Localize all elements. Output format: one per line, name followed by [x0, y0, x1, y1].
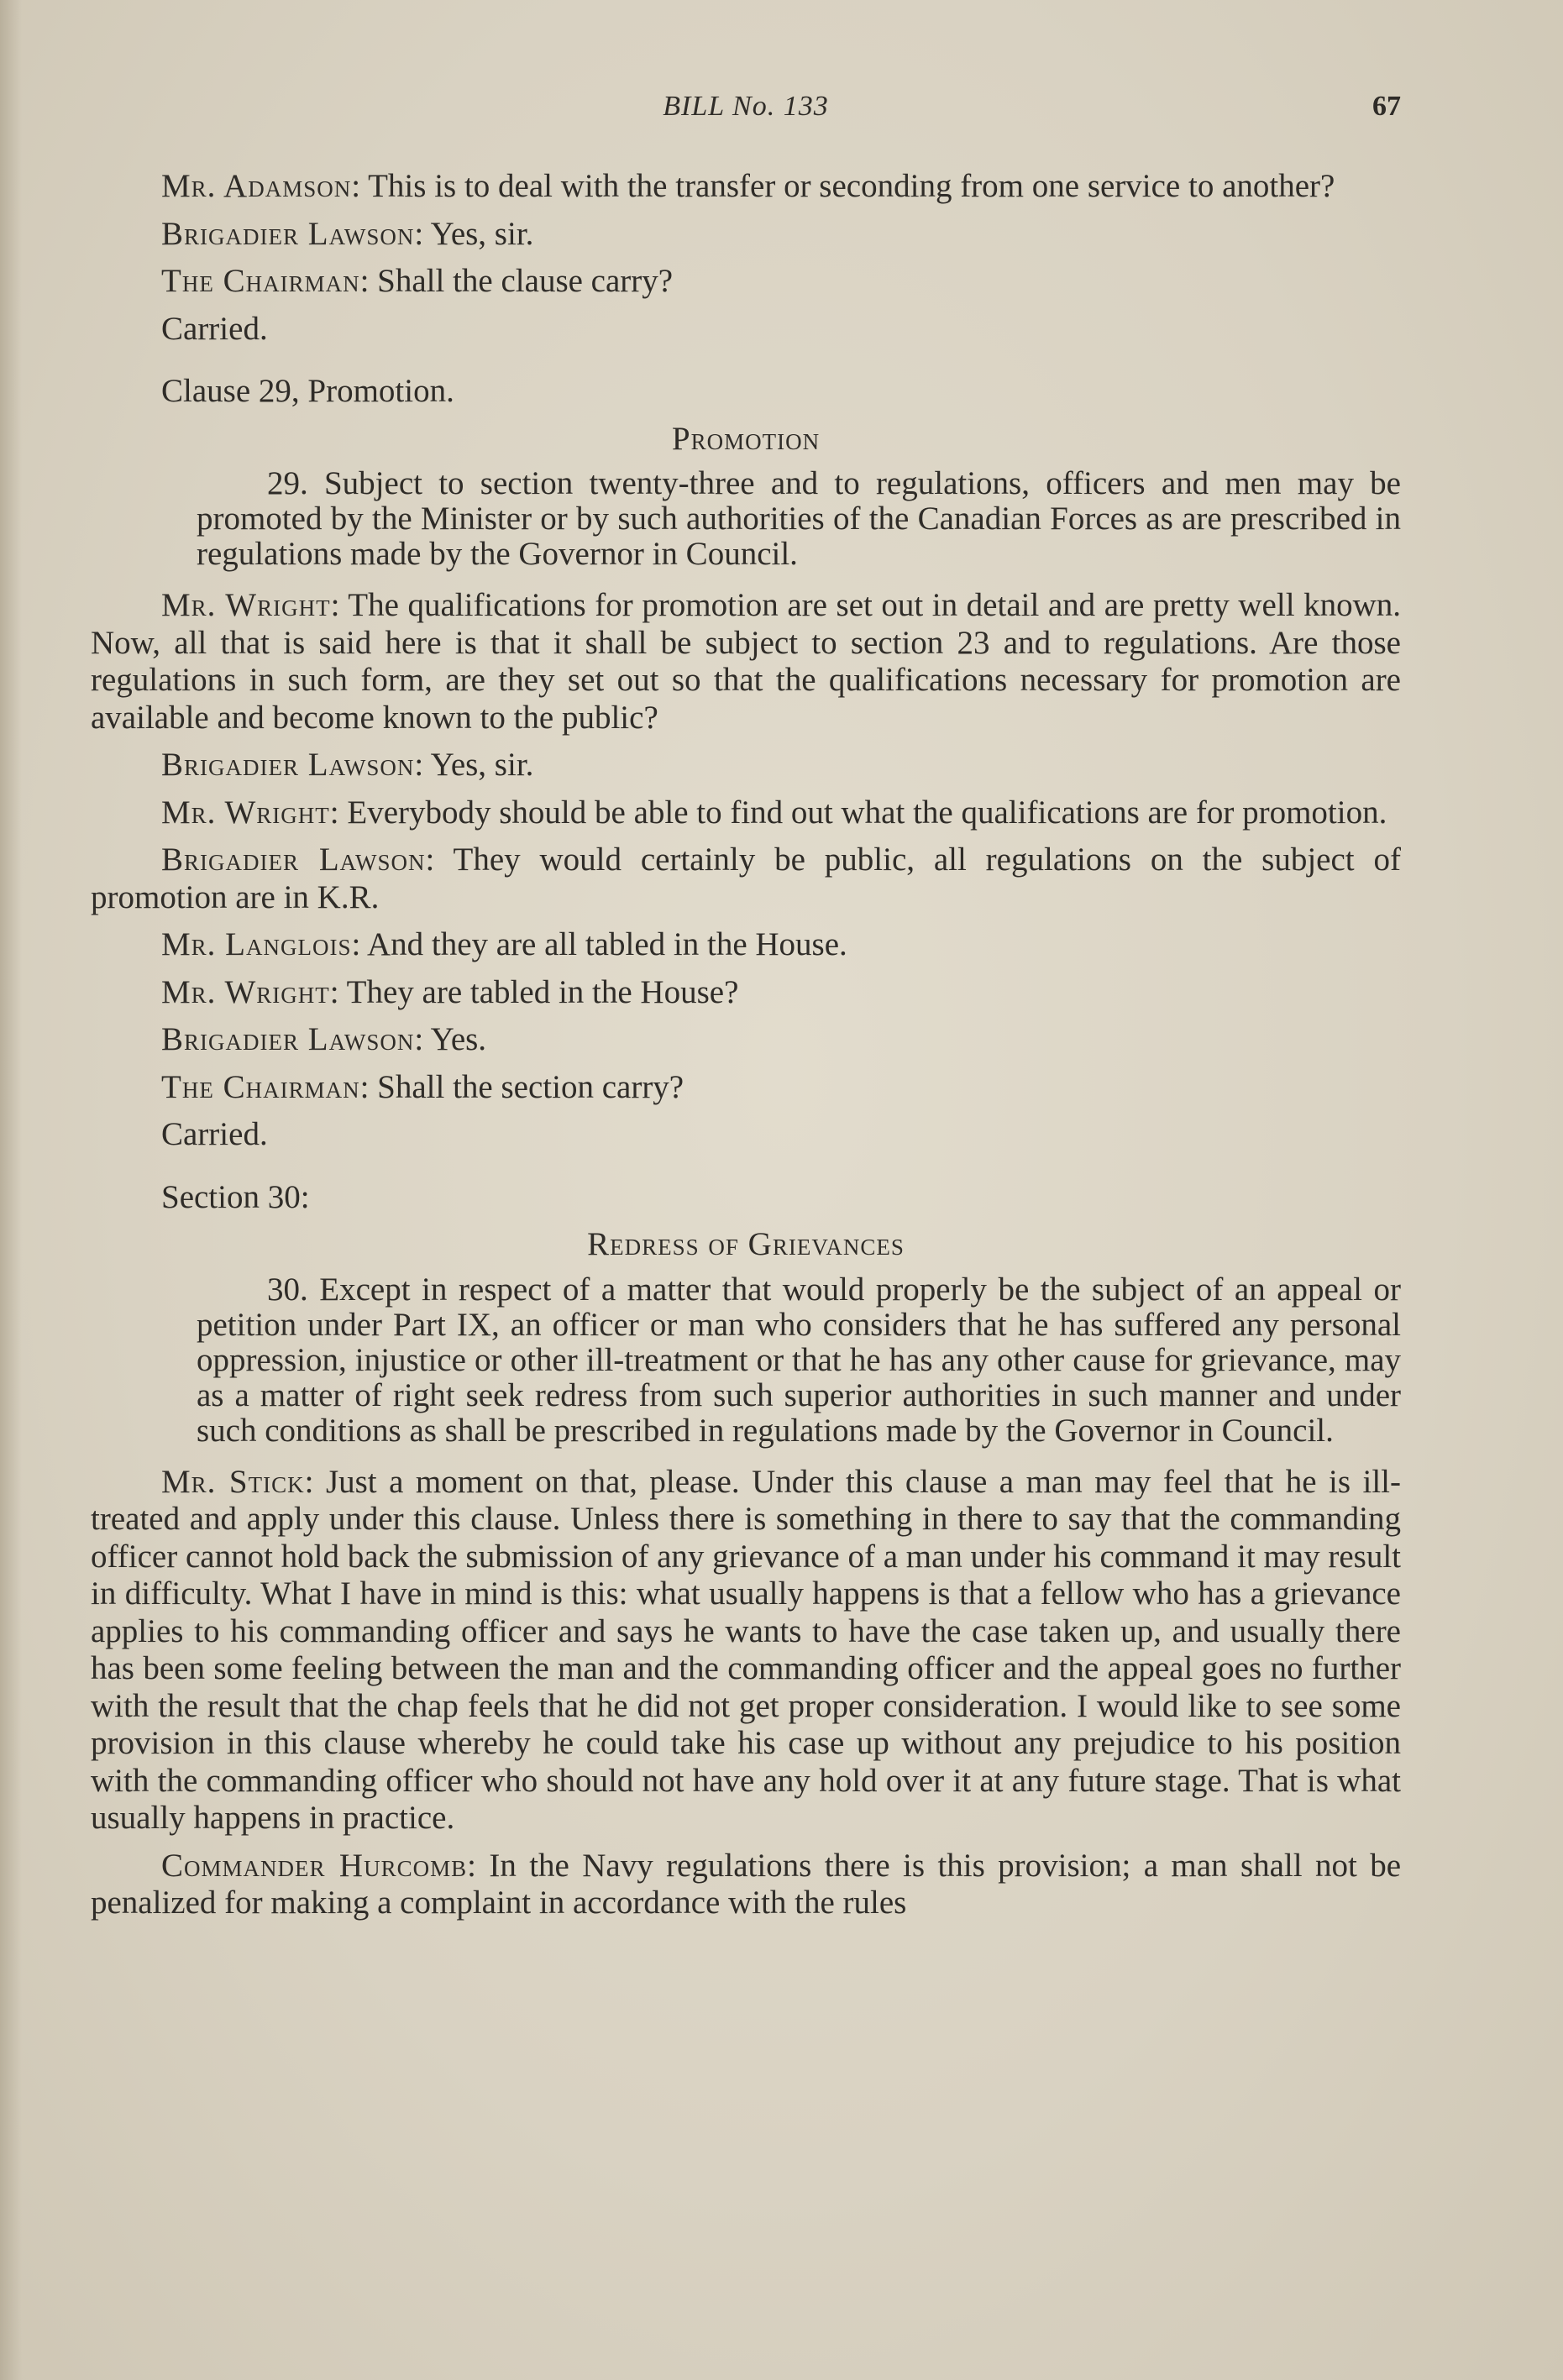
paragraph-text: Yes, sir.: [430, 215, 534, 252]
speaker-name: Mr. Wright: [161, 794, 330, 831]
speaker-name: Mr. Wright: [161, 587, 331, 623]
paragraph-text: This is to deal with the transfer or seconding from one service to another?: [368, 168, 1335, 204]
paragraph-text: Yes.: [430, 1021, 487, 1057]
paragraph-text: The qualifications for promotion are set out in detail and are pretty well known. Now, all that is said here is that it shall be subject to section 23 and to regulations. Are those regulations in such form, are they set out so that the qualifications necessary for promotion are available and become known to the public?: [91, 587, 1402, 736]
speaker-name: The Chairman: [161, 1068, 360, 1105]
paragraph-text: Yes, sir.: [430, 747, 534, 783]
running-title: BILL No. 133: [663, 91, 829, 122]
paragraph-text: Shall the clause carry?: [377, 263, 674, 299]
paragraph-text: In the Navy regulations there is this provision; a man shall not be penalized for making a complaint in accordance with the rules: [91, 1847, 1402, 1921]
page-header: [91, 91, 1401, 133]
speech-line: Brigadier Lawson: Yes.: [161, 1021, 487, 1057]
speaker-name: The Chairman: [161, 263, 360, 299]
paragraph-text: Carried.: [161, 310, 268, 347]
paragraph-text: Carried.: [161, 1116, 268, 1152]
speaker-name: Mr. Adamson: [161, 168, 352, 204]
transcript-body: [91, 168, 1401, 1932]
speaker-name: Mr. Langlois: [161, 926, 352, 962]
procedural-line: [161, 1179, 1401, 1217]
paragraph-text: Shall the section carry?: [377, 1068, 684, 1105]
paragraph-text: They would certainly be public, all regulations on the subject of promotion are in K.R.: [91, 841, 1401, 915]
speaker-name: Brigadier Lawson: [161, 747, 415, 783]
paragraph-text: Promotion: [671, 420, 821, 457]
procedural-line: [161, 1116, 1401, 1154]
speech-line: The Chairman: Shall the section carry?: [161, 1068, 684, 1105]
speech-paragraph: Mr. Wright: The qualifications for promotion are set out in detail and are pretty well known. Now, all that is said here is that it shall be subject to section 23 and to regulations. Are those regulations in such form, are they set out so that the qualifications necessary for promotion are available and become known to the public?: [91, 587, 1402, 736]
speech-paragraph: Commander Hurcomb: In the Navy regulations there is this provision; a man shall not be penalized for making a complaint in accordance with the rules: [91, 1847, 1402, 1921]
paragraph-text: Just a moment on that, please. Under this clause a man may feel that he is ill-treated and apply under this clause. Unless there is something in there to say that the commanding officer cannot hold back the submission of any grievance of a man under his command it may result in difficulty. What I have in mind is this: what usually happens is that a fellow who has a grievance applies to his commanding officer and says he wants to have the case taken up, and usually there has been some feeling between the man and the commanding officer and the appeal goes no further with the result that the chap feels that he did not get proper consideration. I would like to see some provision in this clause whereby he could take his case up without any prejudice to his position with the commanding officer who should not have any hold over it at any future stage. That is what usually happens in practice.: [91, 1463, 1401, 1836]
page-number: 67: [1372, 91, 1401, 122]
speaker-name: Brigadier Lawson: [161, 1021, 415, 1057]
speaker-name: Brigadier Lawson: [161, 841, 426, 878]
section-heading: [91, 1226, 1401, 1264]
paragraph-text: 29. Subject to section twenty-three and to regulations, officers and men may be promoted by the Minister or by such authorities of the Canadian Forces as are prescribed in regulations made by the Governor in Council.: [197, 465, 1401, 572]
paragraph-text: Redress of Grievances: [587, 1226, 905, 1262]
speaker-name: Brigadier Lawson: [161, 215, 415, 252]
speech-line: Brigadier Lawson: Yes, sir.: [161, 215, 534, 252]
speaker-name: Mr. Wright: [161, 973, 330, 1010]
paragraph-text: Clause 29, Promotion.: [161, 373, 454, 409]
paragraph-text: Everybody should be able to find out what the qualifications are for promotion.: [347, 794, 1387, 831]
speech-paragraph: Brigadier Lawson: They would certainly be public, all regulations on the subject of promotion are in K.R.: [91, 841, 1401, 915]
speech-line: Brigadier Lawson: Yes, sir.: [161, 747, 534, 783]
speech-paragraph: Mr. Adamson: This is to deal with the transfer or seconding from one service to another?: [161, 168, 1335, 204]
speech-line: Mr. Langlois: And they are all tabled in the House.: [161, 926, 847, 962]
speech-line: The Chairman: Shall the clause carry?: [161, 263, 674, 299]
procedural-line: [161, 373, 1401, 411]
speech-paragraph: Mr. Stick: Just a moment on that, please. Under this clause a man may feel that he is ill-treated and apply under this clause. Unless there is something in there to say that the commanding officer cannot hold back the submission of any grievance of a man under his command it may result in difficulty. What I have in mind is this: what usually happens is that a fellow who has a grievance applies to his commanding officer and says he wants to have the case taken up, and usually there has been some feeling between the man and the commanding officer and the appeal goes no further with the result that the chap feels that he did not get proper consideration. I would like to see some provision in this clause whereby he could take his case up without any prejudice to his position with the commanding officer who should not have any hold over it at any future stage. That is what usually happens in practice.: [91, 1463, 1401, 1836]
speaker-name: Commander Hurcomb: [161, 1847, 468, 1884]
bill-clause: [197, 1272, 1401, 1449]
speaker-name: Mr. Stick: [161, 1463, 305, 1500]
section-heading: [91, 421, 1401, 459]
speech-line: Mr. Wright: They are tabled in the House?: [161, 973, 739, 1010]
speech-paragraph: Mr. Wright: Everybody should be able to find out what the qualifications are for promotion.: [161, 794, 1387, 831]
paragraph-text: They are tabled in the House?: [346, 973, 739, 1010]
paragraph-text: Section 30:: [161, 1178, 310, 1215]
paragraph-text: 30. Except in respect of a matter that would properly be the subject of an appeal or petition under Part IX, an officer or man who considers that he has suffered any personal oppression, injustice or other ill-treatment or that he has any other cause for grievance, may as a matter of right seek redress from such superior authorities in such manner and under such conditions as shall be prescribed in regulations made by the Governor in Council.: [197, 1271, 1401, 1449]
paragraph-text: And they are all tabled in the House.: [366, 926, 847, 962]
procedural-line: [161, 311, 1401, 349]
bill-clause: [197, 466, 1401, 572]
